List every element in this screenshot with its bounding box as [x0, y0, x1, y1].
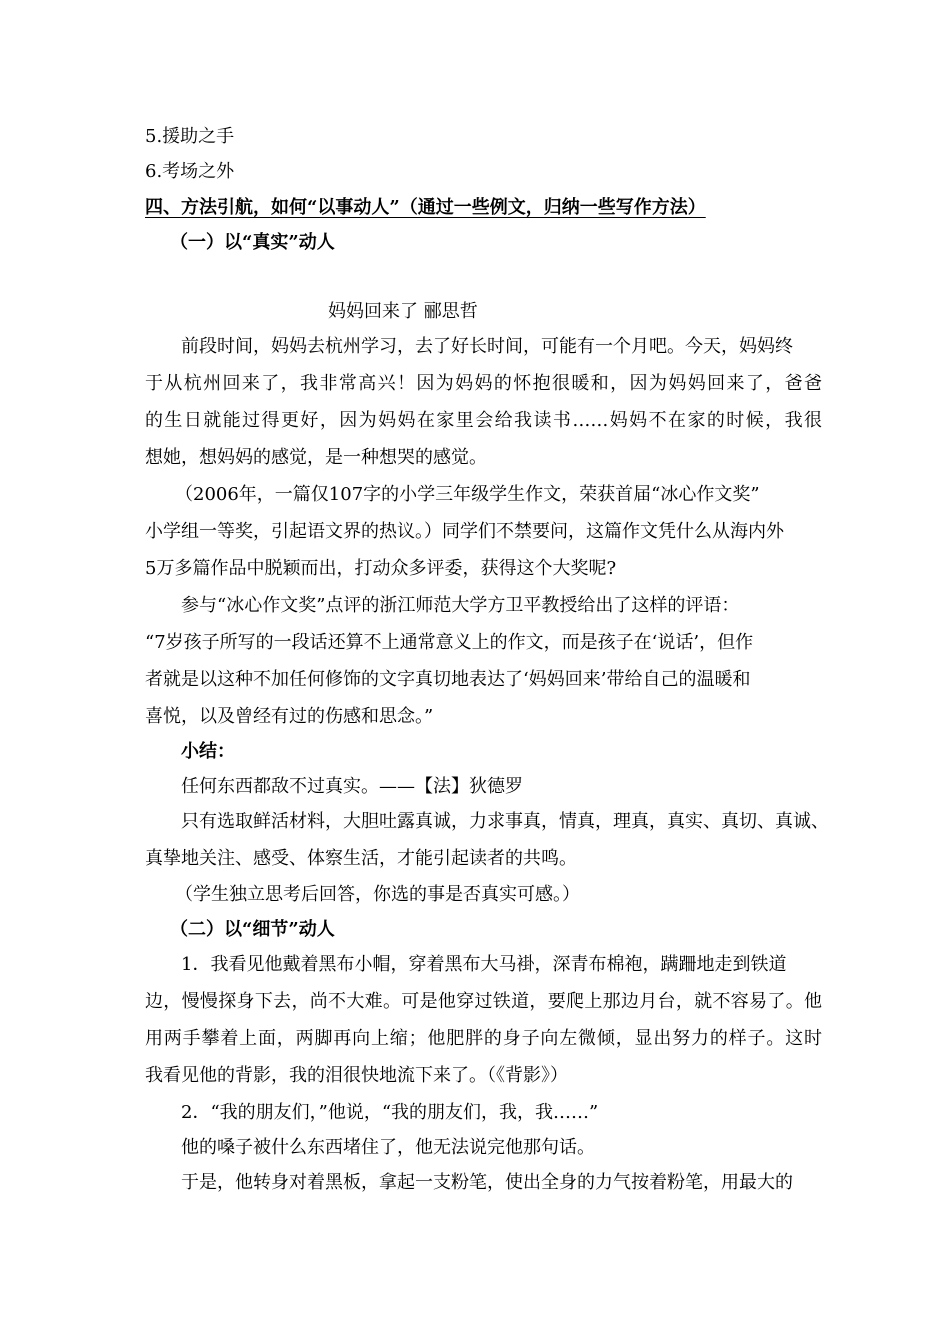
student-prompt: （学生独立思考后回答，你选的事是否真实可感。） — [175, 884, 580, 905]
essay-title: 妈妈回来了 郦思哲 — [328, 301, 478, 322]
example-2-line: 于是，他转身对着黑板，拿起一支粉笔，使出全身的力气按着粉笔，用最大的 — [181, 1172, 793, 1193]
example-1-line: 用两手攀着上面，两脚再向上缩；他肥胖的身子向左微倾，显出努力的样子。这时 — [145, 1028, 822, 1049]
example-1-line: 1．我看见他戴着黑布小帽，穿着黑布大马褂，深青布棉袍，蹒跚地走到铁道 — [181, 954, 787, 975]
comment-line: “7岁孩子所写的一段话还算不上通常意义上的作文，而是孩子在‘说话’，但作 — [145, 632, 754, 653]
summary-label: 小结： — [181, 741, 235, 762]
quote: 任何东西都敌不过真实。——【法】狄德罗 — [181, 776, 523, 797]
part-1-heading: （一）以“真实”动人 — [170, 232, 335, 253]
essay-line: 前段时间，妈妈去杭州学习，去了好长时间，可能有一个月吧。今天，妈妈终 — [181, 336, 793, 357]
context-line: （2006年，一篇仅107字的小学三年级学生作文，荣获首届“冰心作文奖” — [175, 484, 760, 505]
example-1-line: 边，慢慢探身下去，尚不大难。可是他穿过铁道，要爬上那边月台，就不容易了。他 — [145, 991, 822, 1012]
section-4-heading: 四、方法引航，如何“以事动人”（通过一些例文，归纳一些写作方法） — [145, 197, 706, 218]
comment-line: 喜悦，以及曾经有过的伤感和思念。” — [145, 706, 434, 727]
example-2-line: 他的嗓子被什么东西堵住了，他无法说完他那句话。 — [181, 1137, 595, 1158]
outline-item-6: 6.考场之外 — [145, 161, 235, 182]
part-2-heading: （二）以“细节”动人 — [170, 919, 335, 940]
example-1-line: 我看见他的背影，我的泪很快地流下来了。（《背影》） — [145, 1065, 568, 1086]
example-2-line: 2．“我的朋友们，”他说，“我的朋友们，我，我……” — [181, 1102, 599, 1123]
summary-line: 只有选取鲜活材料，大胆吐露真诚，力求事真，情真，理真，真实、真切、真诚、 — [181, 811, 829, 832]
comment-line: 参与“冰心作文奖”点评的浙江师范大学方卫平教授给出了这样的评语： — [181, 595, 740, 616]
essay-line: 想她，想妈妈的感觉，是一种想哭的感觉。 — [145, 447, 487, 468]
context-line: 5万多篇作品中脱颖而出，打动众多评委，获得这个大奖呢? — [145, 558, 617, 579]
summary-line: 真挚地关注、感受、体察生活，才能引起读者的共鸣。 — [145, 848, 577, 869]
context-line: 小学组一等奖，引起语文界的热议。）同学们不禁要问，这篇作文凭什么从海内外 — [145, 521, 784, 542]
essay-line: 的生日就能过得更好，因为妈妈在家里会给我读书……妈妈不在家的时候，我很 — [145, 410, 822, 431]
comment-line: 者就是以这种不加任何修饰的文字真切地表达了‘妈妈回来’带给自己的温暖和 — [145, 669, 751, 690]
outline-item-5: 5.援助之手 — [145, 126, 235, 147]
essay-line: 于从杭州回来了，我非常高兴！因为妈妈的怀抱很暖和，因为妈妈回来了，爸爸 — [145, 373, 822, 394]
